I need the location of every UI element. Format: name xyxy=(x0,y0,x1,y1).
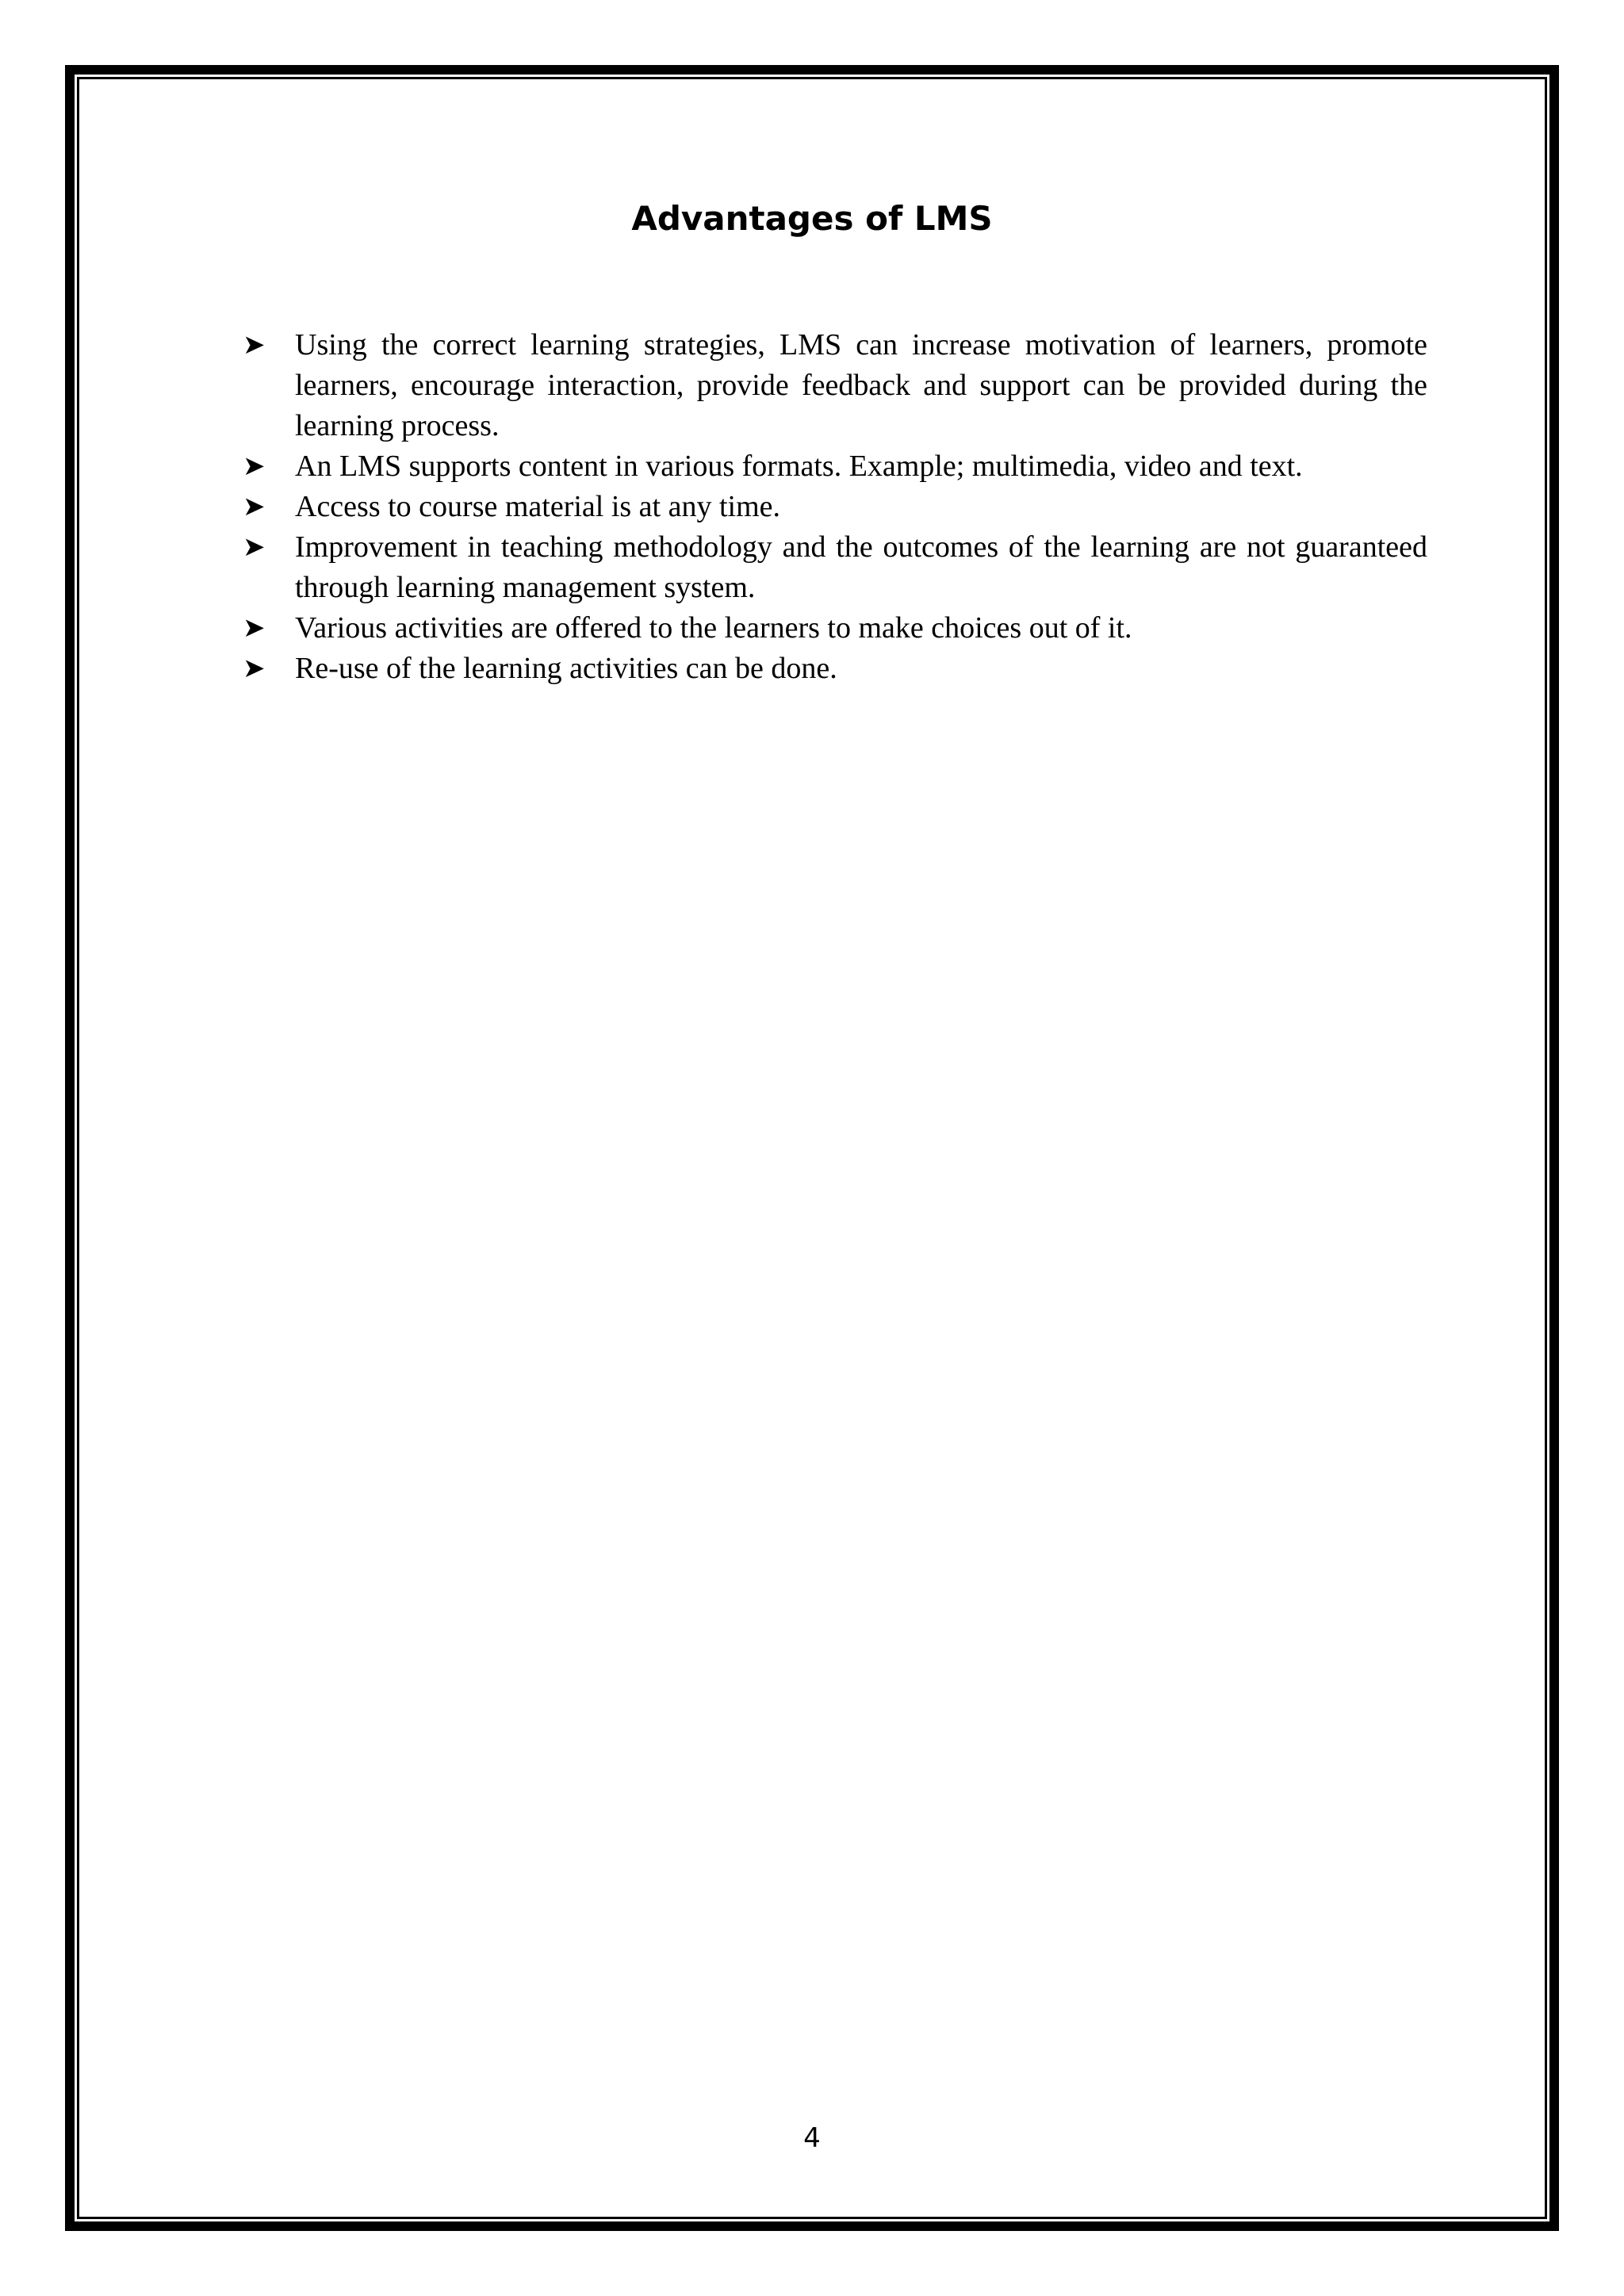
list-item xyxy=(238,608,1427,649)
list-item-text: Using the correct learning strategies, LMS can increase motivation of learners, promote learners, encourage interaction, provide feedback and support can be provided during the learning process. xyxy=(295,328,1427,442)
list-item xyxy=(238,527,1427,608)
list-item-text: Access to course material is at any time. xyxy=(295,490,781,523)
list-item xyxy=(238,446,1427,487)
arrow-bullet-icon: ➤ xyxy=(243,452,266,481)
advantages-list xyxy=(238,325,1427,689)
list-item-text: Re-use of the learning activities can be done. xyxy=(295,652,837,685)
arrow-bullet-icon: ➤ xyxy=(243,331,266,360)
page-number: 4 xyxy=(803,2122,821,2154)
list-item-text: Improvement in teaching methodology and the outcomes of the learning are not guaranteed through learning management system. xyxy=(295,530,1427,604)
list-item xyxy=(238,487,1427,527)
arrow-bullet-icon: ➤ xyxy=(243,492,266,522)
list-item xyxy=(238,649,1427,689)
list-item-text: An LMS supports content in various formats. Example; multimedia, video and text. xyxy=(295,450,1303,483)
arrow-bullet-icon: ➤ xyxy=(243,533,266,562)
page-title: Advantages of LMS xyxy=(631,199,993,238)
list-item-text: Various activities are offered to the learners to make choices out of it. xyxy=(295,611,1132,645)
list-item xyxy=(238,325,1427,446)
arrow-bullet-icon: ➤ xyxy=(243,654,266,683)
arrow-bullet-icon: ➤ xyxy=(243,614,266,643)
